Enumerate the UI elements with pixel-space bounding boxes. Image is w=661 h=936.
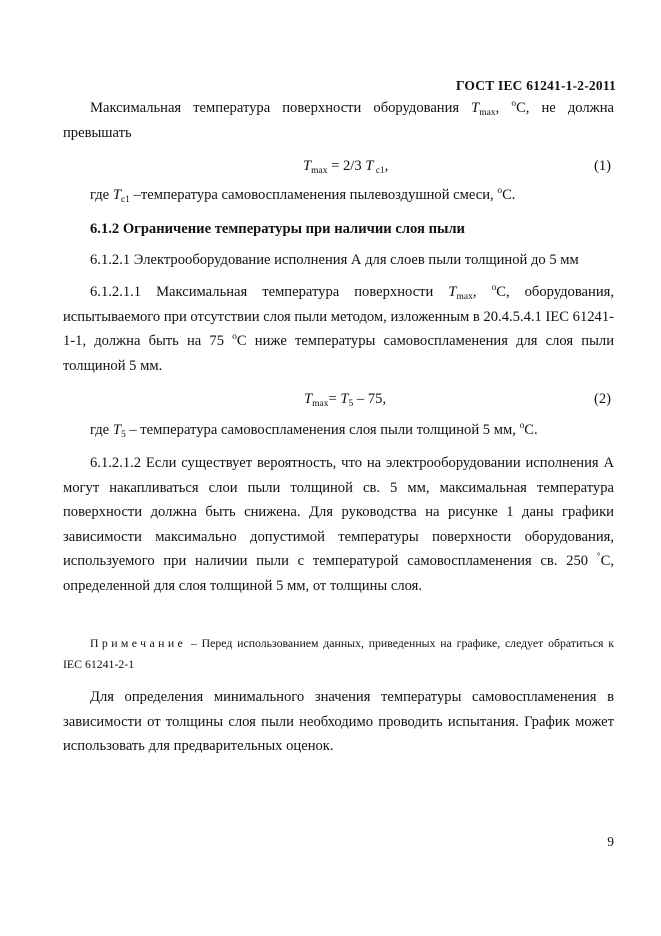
paragraph-6-1-2-1-1: 6.1.2.1.1 Максимальная температура поверхности $T_{max}$, $^о$С, оборудования, испытываемого при отсутствии слоя пыли методом, изложенным в 20.4.5.4.1 IEC 61241-1-1, должна быть на 75 $^о$С ниже температуры самовоспламенения для слоя пыли толщиной 5 мм. [63, 283, 615, 374]
equation-1-number: (1) [593, 158, 611, 174]
document-code-header: ГОСТ IEC 61241-1-2-2011 [455, 78, 616, 93]
equation-1-explanation: где $T_{c1}$ –температура самовоспламенения пылевоздушной смеси, $^o$С. [90, 186, 516, 205]
note-block [63, 633, 614, 675]
equation-2-explanation: где $T_5$ – температура самовоспламенения слоя пыли толщиной 5 мм, $^o$С. [90, 421, 538, 440]
page-number: 9 [607, 834, 614, 849]
paragraph-6-1-2-1-2: 6.1.2.1.2 Если существует вероятность, что на электрооборудовании исполнения А могут накапливаться слои пыли толщиной св. 5 мм, максимальная температура поверхности должна быть снижена. Для руководства на рисунке 1 даны графики зависимости максимально допустимой температуры поверхности оборудования, используемого при наличии пыли с температурой самовоспламенения св. 250 °С, определенной для слоя толщиной 5 мм, от толщины слоя. [63, 455, 614, 594]
equation-1: $T_{max} = 2/3$ T $_{c1}$, [303, 158, 389, 176]
subsection-6-1-2-1: 6.1.2.1 Электрооборудование исполнения А для слоев пыли толщиной до 5 мм [90, 252, 579, 268]
paragraph-ignition-test: Для определения минимального значения температуры самовоспламенения в зависимости от толщины слоя пыли необходимо проводить испытания. График может использовать для предварительных оценок. [63, 689, 614, 754]
equation-2-number: (2) [593, 391, 611, 407]
equation-2: $T_{max}= T_5 - 75$, [304, 391, 387, 409]
note-text: – Перед использованием данных, приведенных на графике, следует обратиться к IEC 61241-2-1 [63, 636, 614, 671]
section-heading-6-1-2: 6.1.2 Ограничение температуры при наличии слоя пыли [90, 221, 465, 237]
note-label: Примечание [90, 636, 187, 650]
paragraph-max-surface-temperature: Максимальная температура поверхности оборудования $T_{max}$, $^o$С, не должна превышать [63, 99, 614, 141]
